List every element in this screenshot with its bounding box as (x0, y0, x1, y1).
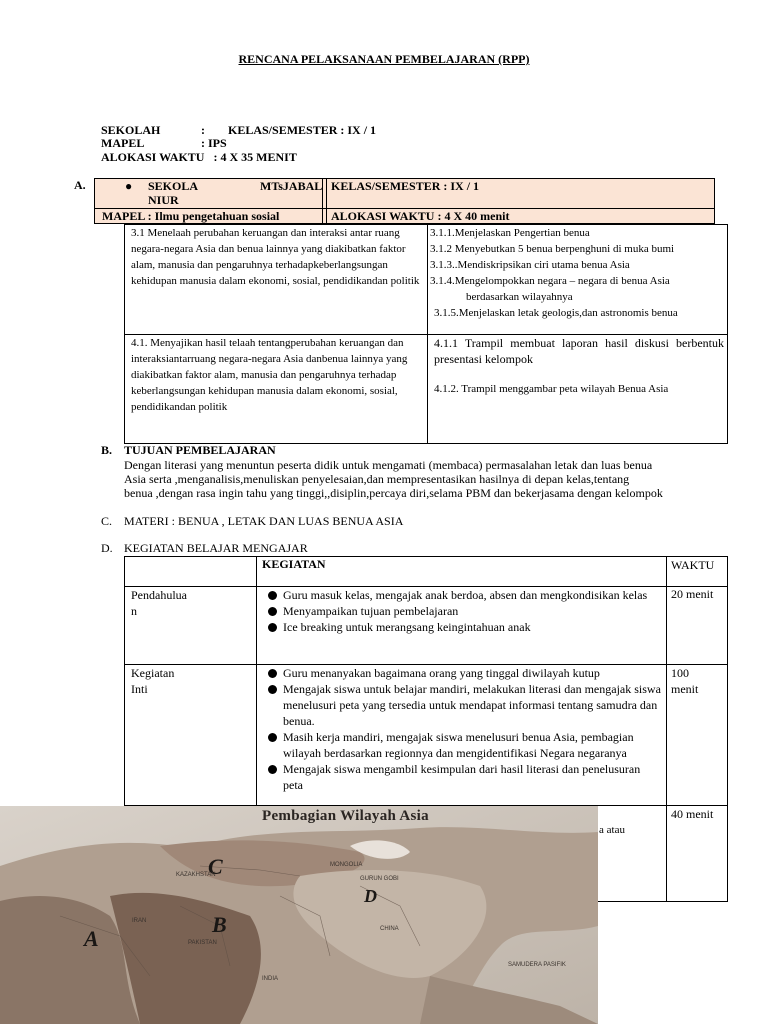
indicator-3-1-3: 3.1.3..Mendiskripsikan ciri utama benua Asia (430, 259, 630, 271)
inti-list (261, 665, 661, 793)
list-item (261, 761, 661, 793)
kelas-label: KELAS/SEMESTER : IX / 1 (228, 123, 377, 137)
indicator-3-1-4: 3.1.4.Mengelompokkan negara – negara di benua Asia (430, 275, 670, 287)
penutup-partial-text: a atau (599, 824, 625, 836)
place-label: MONGOLIA (330, 862, 363, 868)
bullet-icon (268, 623, 277, 632)
list-item-text: Guru menanyakan bagaimana orang yang tinggal diwilayah kutup (283, 666, 600, 680)
header-mapel-line (101, 136, 227, 150)
bullet-icon: ● (125, 179, 133, 193)
header-sekolah-line (101, 123, 376, 137)
section-b-line3: benua ,dengan rasa ingin tahu yang tinggi,,disiplin,percaya diri,selama PBM dan bekerjasama dengan kelompok (124, 486, 663, 500)
niur-text: NIUR (148, 193, 179, 207)
mapel-value: : IPS (201, 136, 227, 150)
section-b-letter: B. (101, 443, 113, 457)
indicator-3-1-4-cont: berdasarkan wilayahnya (466, 291, 573, 303)
list-item-text: Guru masuk kelas, mengajak anak berdoa, absen dan mengkondisikan kelas (283, 588, 648, 602)
bullet-icon (268, 733, 277, 742)
place-label: KAZAKHSTAN (176, 872, 216, 878)
section-c-text: MATERI : BENUA , LETAK DAN LUAS BENUA ASIA (124, 514, 404, 528)
place-label: GURUN GOBI (360, 876, 399, 882)
bullet-icon (268, 607, 277, 616)
stage-pendahuluan-line2: n (131, 604, 137, 618)
indicator-4-1-1: 4.1.1 Trampil membuat laporan hasil diskusi berbentuk presentasi kelompok (434, 336, 724, 366)
sekola-label: SEKOLA (148, 179, 199, 193)
list-item-text: Mengajak siswa mengambil kesimpulan dari hasil literasi dan penelusuran peta (283, 762, 641, 792)
list-item (261, 603, 661, 619)
pendahuluan-list (261, 587, 661, 635)
list-item (261, 681, 661, 729)
region-label-a: A (84, 926, 99, 951)
map-title: Pembagian Wilayah Asia (262, 808, 429, 824)
region-label-d: D (364, 886, 377, 906)
place-label: PAKISTAN (188, 940, 217, 946)
time-penutup: 40 menit (671, 807, 714, 821)
list-item (261, 619, 661, 635)
section-a-letter: A. (74, 178, 86, 192)
place-label: CHINA (380, 926, 399, 932)
bullet-icon (268, 669, 277, 678)
time-inti-line2: menit (671, 682, 699, 696)
stage-inti (131, 665, 174, 697)
asia-region-map (0, 806, 598, 1024)
mapel-label: MAPEL (101, 136, 145, 150)
sekolah-label: SEKOLAH (101, 123, 161, 137)
kd-4-1: 4.1. Menyajikan hasil telaah tentangperubahan keruangan dan interaksiantarruang negara-negara Asia danbenua lainnya yang diakibatkan faktor alam, manusia dan pengaruhnya terhadap keberlangsungan kehidupan manusia dalam ekonomi, sosial, pendidikandan politik (131, 337, 408, 413)
list-item (261, 665, 661, 681)
col-waktu-header: WAKTU (671, 558, 715, 572)
section-d-letter: D. (101, 541, 113, 555)
place-label: SAMUDERA PASIFIK (508, 962, 566, 968)
stage-pendahuluan (131, 587, 187, 619)
section-b-line1: Dengan literasi yang menuntun peserta didik untuk mengamati (membaca) permasalahan letak dan luas benua (124, 458, 653, 472)
stage-inti-line2: Inti (131, 682, 148, 696)
list-item-text: Masih kerja mandiri, mengajak siswa menelusuri benua Asia, pembagian wilayah berdasarkan regionnya dan mengidentifikasi Negara negaranya (283, 730, 634, 760)
act-col-divider-2 (666, 557, 667, 901)
kd-3-1: 3.1 Menelaah perubahan keruangan dan interaksi antar ruang negara-negara Asia dan benua lainnya yang diakibatkan faktor alam, manusia dan pengaruhnya terhadapkeberlangsungan kehidupan manusia dalam ekonomi, sosial, pendidikandan politik (131, 227, 420, 287)
list-item-text: Mengajak siswa untuk belajar mandiri, melakukan literasi dan mengajak siswa menelusuri peta yang tersedia untuk mendapat informasi tentang samudra dan benua. (283, 682, 661, 728)
region-label-c: C (208, 854, 223, 879)
alokasi-label: ALOKASI WAKTU (101, 150, 205, 164)
time-inti-line1: 100 (671, 666, 689, 680)
identity-kelas: KELAS/SEMESTER : IX / 1 (331, 179, 480, 193)
bullet-icon (268, 591, 277, 600)
list-item (261, 587, 661, 603)
indicator-3-list (430, 225, 728, 321)
alokasi-value: : 4 X 35 MENIT (213, 150, 297, 164)
stage-inti-line1: Kegiatan (131, 666, 175, 680)
kd-table (124, 224, 728, 444)
document-title: RENCANA PELAKSANAAN PEMBELAJARAN (RPP) (238, 52, 530, 66)
col-kegiatan-header: KEGIATAN (262, 557, 326, 571)
indicator-3-1-2: 3.1.2 Menyebutkan 5 benua berpenghuni di muka bumi (430, 243, 675, 255)
identity-alokasi: ALOKASI WAKTU : 4 X 40 menit (331, 209, 510, 223)
header-alokasi-line (101, 150, 297, 164)
identity-mapel: MAPEL : Ilmu pengetahuan sosial (102, 209, 280, 223)
section-d-heading: KEGIATAN BELAJAR MENGAJAR (124, 541, 308, 555)
map-graphic (0, 806, 598, 1024)
identity-divider-2 (326, 179, 327, 223)
list-item-text: Ice breaking untuk merangsang keingintahuan anak (283, 620, 531, 634)
indicator-4-1-2: 4.1.2. Trampil menggambar peta wilayah Benua Asia (434, 383, 669, 395)
time-inti (671, 665, 698, 697)
sekola-value: MTsJABAL (260, 179, 323, 193)
identity-table (94, 178, 715, 224)
indicator-3-1-1: 3.1.1.Menjelaskan Pengertian benua (430, 227, 590, 239)
list-item-text: Menyampaikan tujuan pembelajaran (283, 604, 459, 618)
section-b-heading: TUJUAN PEMBELAJARAN (124, 443, 276, 457)
indicator-3-1-5: 3.1.5.Menjelaskan letak geologis,dan astronomis benua (434, 307, 678, 319)
place-label: IRAN (132, 918, 147, 924)
bullet-icon (268, 685, 277, 694)
region-label-b: B (212, 912, 227, 937)
list-item (261, 729, 661, 761)
stage-pendahuluan-line1: Pendahulua (131, 588, 187, 602)
place-label: INDIA (262, 976, 279, 982)
time-pendahuluan: 20 menit (671, 587, 714, 601)
section-c-letter: C. (101, 514, 113, 528)
bullet-icon (268, 765, 277, 774)
sekolah-colon: : (201, 123, 205, 137)
section-b-line2: Asia serta ,menganalisis,menuliskan penyelesaian,dan mempresentasikan hasilnya di depan kelas,tentang (124, 472, 630, 486)
